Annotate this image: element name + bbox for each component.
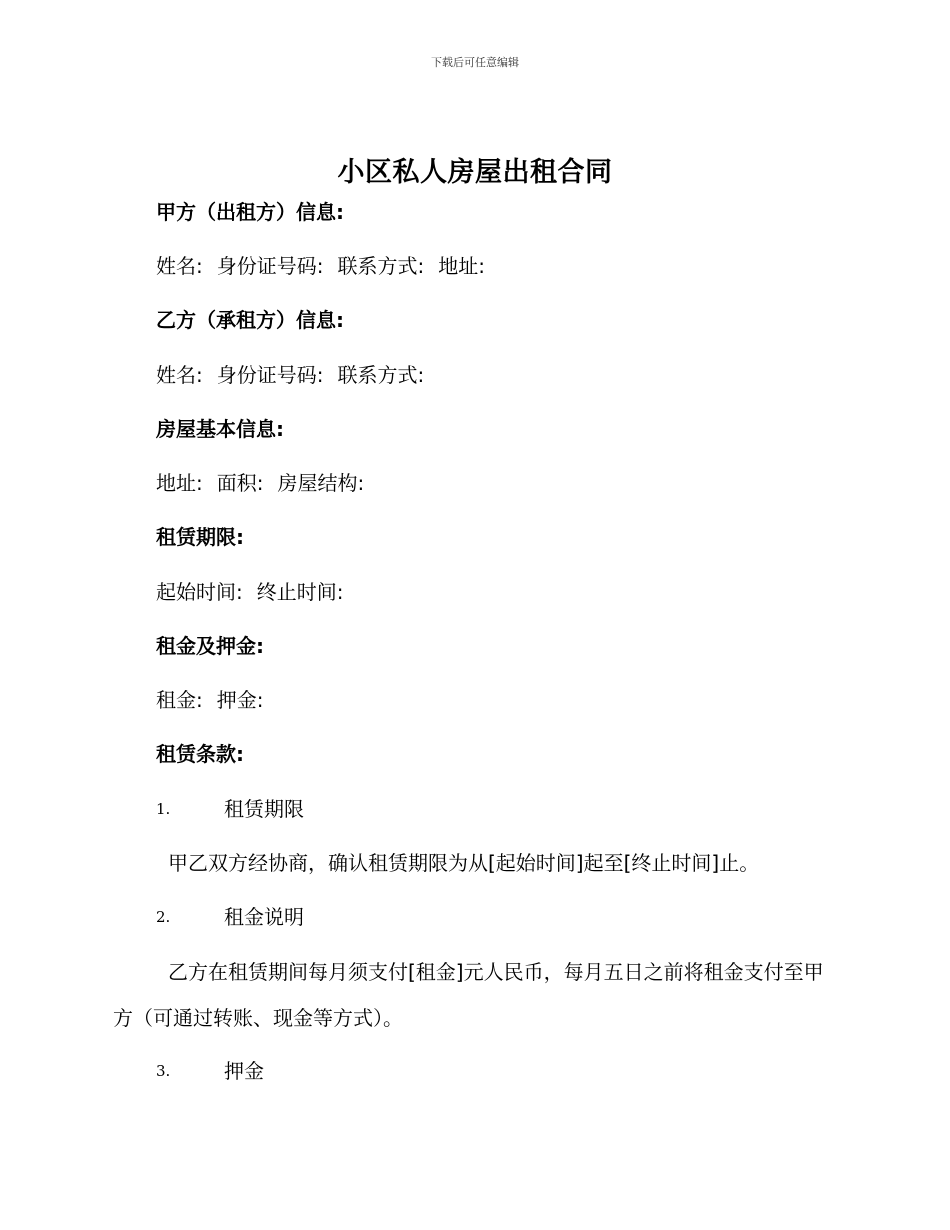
house-structure-label: 房屋结构: (277, 471, 365, 495)
rent-amount-label: 租金: (156, 688, 203, 712)
page-header-note: 下载后可任意编辑 (431, 56, 519, 69)
party-b-fields (156, 361, 424, 389)
house-fields (156, 469, 364, 497)
party-a-contact-label: 联系方式: (337, 254, 425, 278)
rent-heading: 租金及押金: (156, 634, 264, 658)
clauses-heading: 租赁条款: (156, 742, 244, 766)
party-a-id-label: 身份证号码: (216, 254, 324, 278)
party-b-name-label: 姓名: (156, 363, 203, 387)
clause-2-number: 2. (156, 908, 171, 926)
party-a-name-label: 姓名: (156, 254, 203, 278)
term-heading: 租赁期限: (156, 525, 244, 549)
clause-1-label: 租赁期限 (224, 797, 304, 821)
clause-3-label: 押金 (224, 1059, 264, 1083)
house-area-label: 面积: (216, 471, 264, 495)
term-start-label: 起始时间: (156, 580, 243, 604)
party-b-contact-label: 联系方式: (337, 363, 425, 387)
clause-2-text: 乙方在租赁期间每月须支付[租金]元人民币，每月五日之前将租金支付至甲方（可通过转账、现金等方式）。 (113, 960, 824, 1030)
party-b-id-label: 身份证号码: (216, 363, 324, 387)
party-a-address-label: 地址: (438, 254, 485, 278)
house-address-label: 地址: (156, 471, 203, 495)
rent-fields (156, 686, 264, 714)
clause-3-number: 3. (156, 1062, 171, 1080)
term-fields (156, 578, 344, 606)
party-b-heading: 乙方（承租方）信息: (156, 308, 344, 332)
house-heading: 房屋基本信息: (156, 417, 284, 441)
clause-1-number: 1. (156, 800, 171, 818)
document-title: 小区私人房屋出租合同 (337, 157, 613, 188)
clause-1-text: 甲乙双方经协商，确认租赁期限为从[起始时间]起至[终止时间]止。 (168, 851, 760, 875)
party-a-fields (156, 252, 485, 280)
clause-2-label: 租金说明 (224, 905, 304, 929)
rent-deposit-label: 押金: (216, 688, 264, 712)
party-a-heading: 甲方（出租方）信息: (156, 200, 344, 224)
term-end-label: 终止时间: (256, 580, 344, 604)
